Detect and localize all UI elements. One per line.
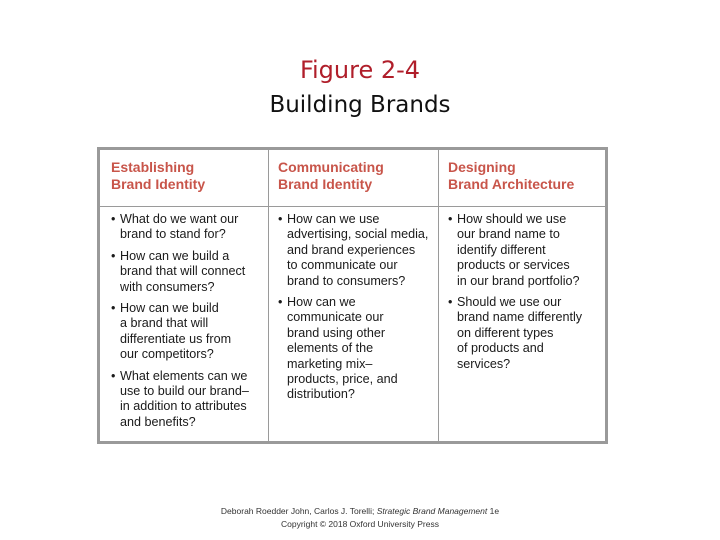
bullet: • [278,295,283,310]
bullet: • [448,212,453,226]
item-text: How can we build a brand that will differentiate us from our competitors? [120,301,232,362]
list-item [278,295,436,403]
list-item [111,212,266,243]
bullet: • [111,301,116,316]
column-divider [268,150,269,441]
copyright-line: Copyright © 2018 Oxford University Press [281,519,439,529]
list-item [448,295,606,372]
column-establishing [111,212,266,436]
list-item [111,301,266,363]
list-item [278,212,436,289]
figure-number: Figure 2-4 [299,56,421,84]
brand-building-table [97,147,608,444]
list-item [111,369,266,431]
citation-authors: Deborah Roedder John, Carlos J. Torelli; [220,506,377,516]
item-text: How should we use our brand name to identify different products or services in our brand portfolio? [457,212,580,288]
bullet: • [111,248,116,263]
header-establishing-brand-identity: Establishing Brand Identity [111,159,206,192]
item-text: Should we use our brand name differently on different types of products and services? [457,295,583,371]
figure-title: Building Brands [269,92,451,118]
list-item [111,249,266,295]
column-divider [438,150,439,441]
bullet: • [448,295,453,310]
citation-book-title: Strategic Brand Management [376,506,488,516]
item-text: What do we want our brand to stand for? [120,212,239,242]
column-designing [448,212,606,378]
citation-edition: 1e [487,506,500,516]
citation-footer [0,505,720,531]
bullet: • [278,212,283,226]
item-text: What elements can we use to build our brand– in addition to attributes and benefits? [120,368,249,429]
column-communicating [278,212,436,409]
item-text: How can we communicate our brand using other elements of the marketing mix– products, price, and distribution? [287,295,398,402]
header-divider [100,206,605,207]
item-text: How can we build a brand that will connect with consumers? [120,248,246,294]
bullet: • [111,212,116,226]
item-text: How can we use advertising, social media, and brand experiences to communicate our brand to consumers? [287,212,429,288]
bullet: • [111,368,116,383]
header-communicating-brand-identity: Communicating Brand Identity [278,159,384,192]
list-item [448,212,606,289]
citation-line [0,505,720,518]
header-designing-brand-architecture: Designing Brand Architecture [448,159,575,192]
